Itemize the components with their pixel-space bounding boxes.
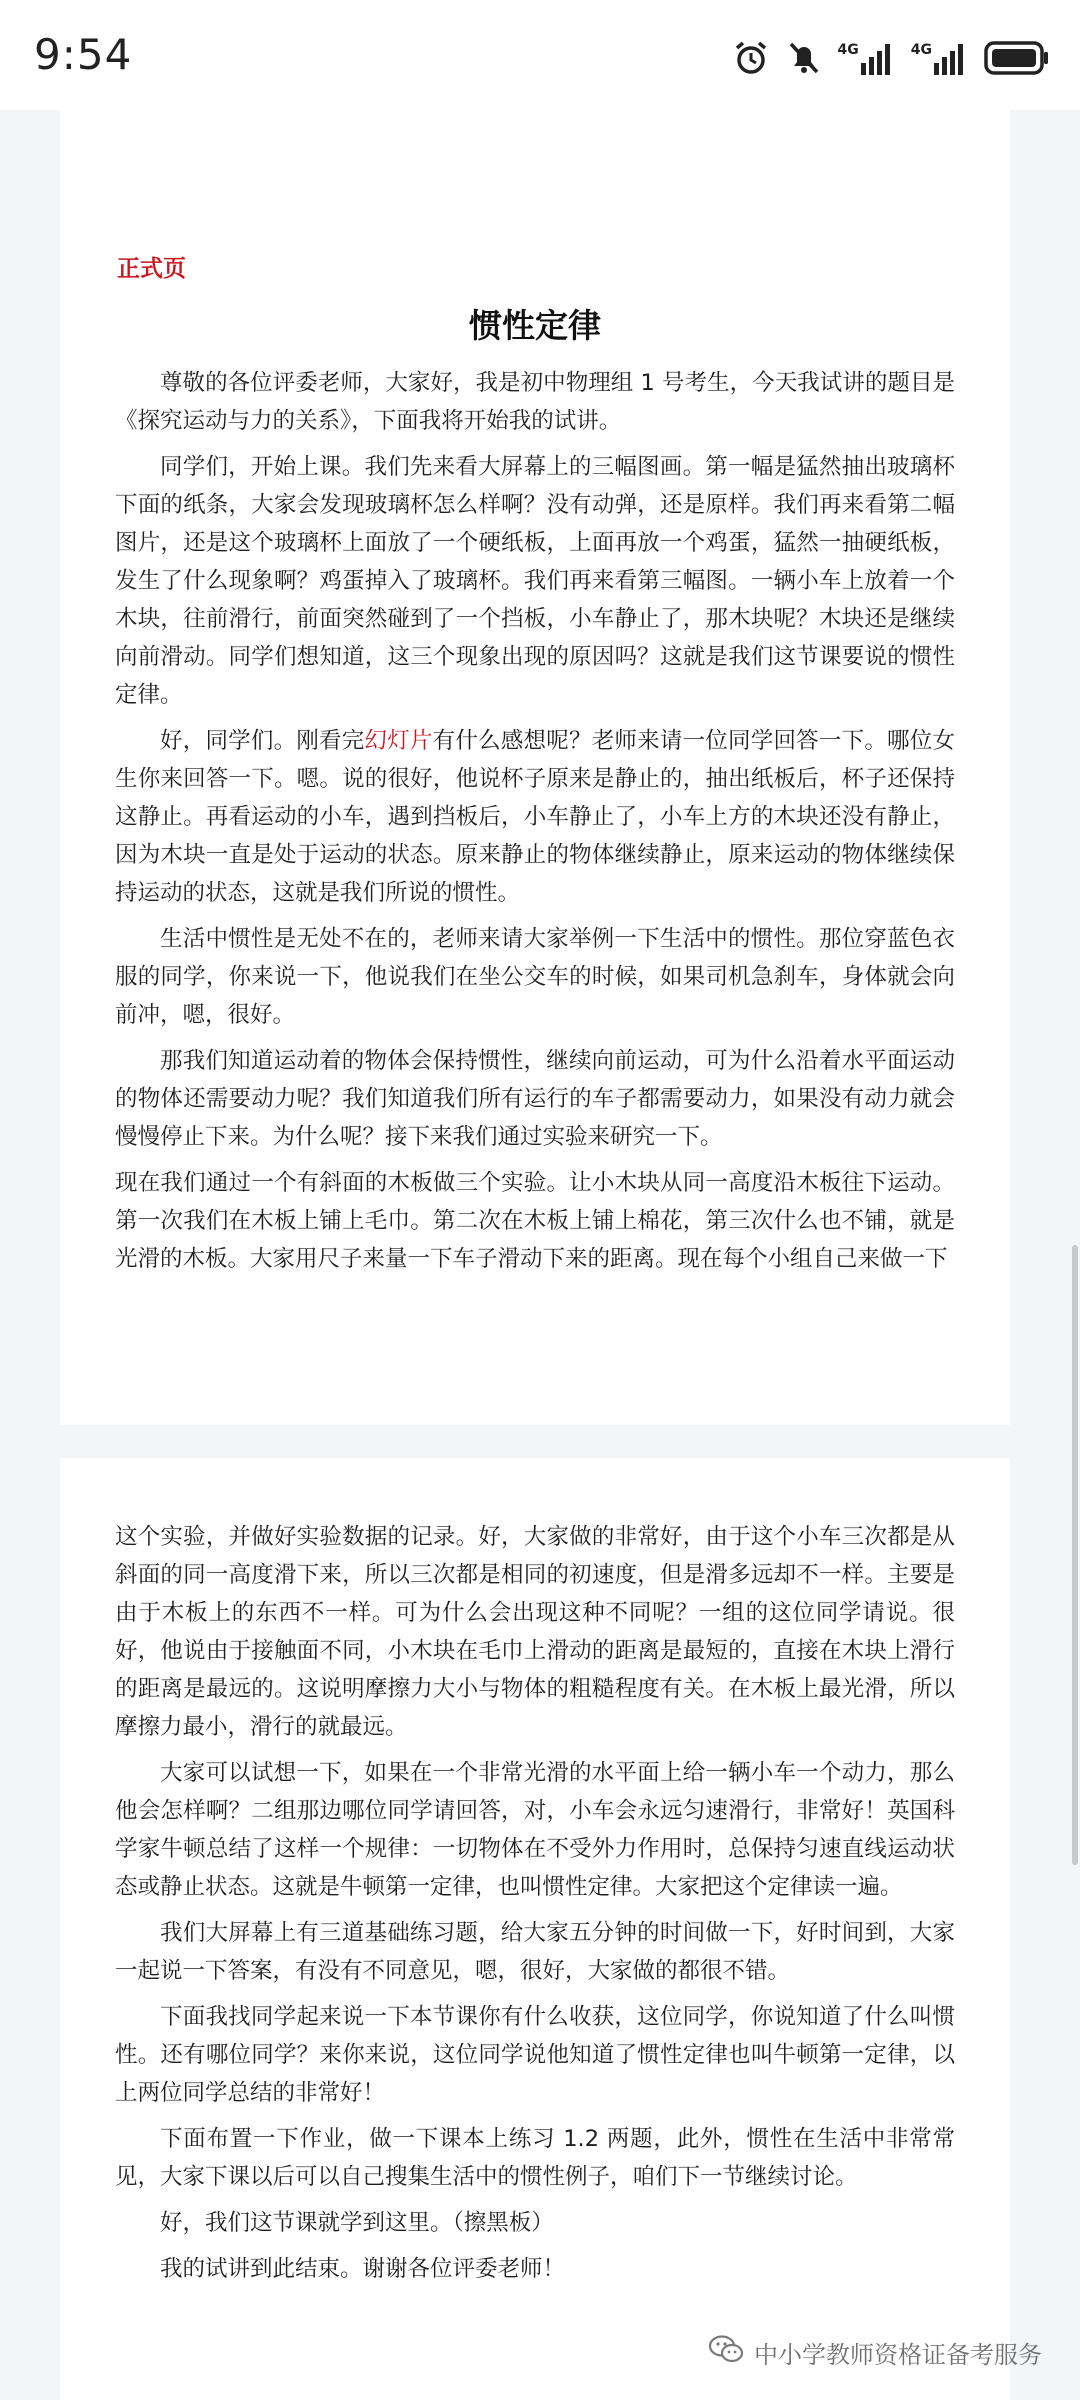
document-page-1 (60, 110, 1010, 1425)
network-type-1: 4G (837, 42, 859, 58)
paragraph-experiment: 现在我们通过一个有斜面的木板做三个实验。让小木块从同一高度沿木板往下运动。第一次我们在木板上铺上毛巾。第二次在木板上铺上棉花，第三次什么也不铺，就是光滑的木板。大家用尺子来量一下车子滑动下来的距离。现在每个小组自己来做一下 (115, 1170, 955, 1272)
watermark (708, 2330, 1042, 2374)
paragraph-daily-life: 生活中惯性是无处不在的，老师来请大家举例一下生活中的惯性。那位穿蓝色衣服的同学，你来说一下，他说我们在坐公交车的时候，如果司机急刹车，身体就会向前冲，嗯，很好。 (115, 926, 955, 1028)
battery-icon (984, 40, 1050, 76)
paragraph-intro: 尊敬的各位评委老师，大家好，我是初中物理组 1 号考生，今天我试讲的题目是《探究运动与力的关系》，下面我将开始我的试讲。 (115, 370, 955, 434)
paragraph-question: 那我们知道运动着的物体会保持惯性，继续向前运动，可为什么沿着水平面运动的物体还需要动力呢？我们知道我们所有运行的车子都需要动力，如果没有动力就会慢慢停止下来。为什么呢？接下来我们通过实验来研究一下。 (115, 1048, 955, 1150)
alarm-icon (732, 39, 770, 77)
paragraph-discussion-part-1: 好，同学们。刚看完 (160, 728, 365, 754)
paragraph-discussion-part-2: 有什么感想呢？老师来请一位同学回答一下。哪位女生你来回答一下。嗯。说的很好，他说杯子原来是静止的，抽出纸板后，杯子还保持这静止。再看运动的小车，遇到挡板后，小车静止了，小车上方的木块还没有静止，因为木块一直是处于运动的状态。原来静止的物体继续静止，原来运动的物体继续保持运动的状态，这就是我们所说的惯性。 (115, 728, 955, 906)
paragraph-end: 我的试讲到此结束。谢谢各位评委老师！ (160, 2256, 566, 2282)
paragraph-summary: 下面我找同学起来说一下本节课你有什么收获，这位同学，你说知道了什么叫惯性。还有哪位同学？来你来说，这位同学说他知道了惯性定律也叫牛顿第一定律，以上两位同学总结的非常好！ (115, 2004, 955, 2106)
status-icons (732, 36, 1050, 80)
paragraph-experiment-result: 这个实验，并做好实验数据的记录。好，大家做的非常好，由于这个小车三次都是从斜面的同一高度滑下来，所以三次都是相同的初速度，但是滑多远却不一样。主要是由于木板上的东西不一样。可为什么会出现这种不同呢？一组的这位同学请说。很好，他说由于接触面不同，小木块在毛巾上滑动的距离是最短的，直接在木块上滑行的距离是最远的。这说明摩擦力大小与物体的粗糙程度有关。在木板上最光滑，所以摩擦力最小，滑行的就最远。 (115, 1524, 955, 1740)
document-page-2 (60, 1458, 1010, 2400)
status-bar (0, 0, 1080, 110)
scrollbar[interactable] (1072, 1245, 1078, 1865)
wechat-icon (708, 2334, 744, 2370)
signal-icon-2 (911, 41, 968, 75)
document-body-2 (115, 1518, 955, 2296)
document-title: 惯性定律 (469, 306, 601, 345)
paragraph-newton-law: 大家可以试想一下，如果在一个非常光滑的水平面上给一辆小车一个动力，那么他会怎样啊？二组那边哪位同学请回答，对，小车会永远匀速滑行，非常好！英国科学家牛顿总结了这样一个规律：一切物体在不受外力作用时，总保持匀速直线运动状态或静止状态。这就是牛顿第一定律，也叫惯性定律。大家把这个定律读一遍。 (115, 1760, 955, 1900)
paragraph-closing: 好，我们这节课就学到这里。（擦黑板） (160, 2210, 554, 2236)
slideshow-highlight: 幻灯片 (364, 728, 433, 754)
paragraph-lead-in: 同学们，开始上课。我们先来看大屏幕上的三幅图画。第一幅是猛然抽出玻璃杯下面的纸条，大家会发现玻璃杯怎么样啊？没有动弹，还是原样。我们再来看第二幅图片，还是这个玻璃杯上面放了一个硬纸板，上面再放一个鸡蛋，猛然一抽硬纸板，发生了什么现象啊？鸡蛋掉入了玻璃杯。我们再来看第三幅图。一辆小车上放着一个木块，往前滑行，前面突然碰到了一个挡板，小车静止了，那木块呢？木块还是继续向前滑动。同学们想知道，这三个现象出现的原因吗？这就是我们这节课要说的惯性定律。 (115, 454, 955, 708)
paragraph-exercises: 我们大屏幕上有三道基础练习题，给大家五分钟的时间做一下，好时间到，大家一起说一下答案，有没有不同意见，嗯，很好，大家做的都很不错。 (115, 1920, 955, 1984)
status-time: 9:54 (34, 30, 133, 79)
official-page-badge: 正式页 (117, 256, 186, 282)
document-body-1 (115, 364, 955, 1286)
network-type-2: 4G (910, 42, 932, 58)
signal-icon-1 (838, 41, 895, 75)
paragraph-homework: 下面布置一下作业，做一下课本上练习 1.2 两题，此外，惯性在生活中非常常见，大家下课以后可以自己搜集生活中的惯性例子，咱们下一节继续讨论。 (115, 2126, 955, 2190)
watermark-text: 中小学教师资格证备考服务 (754, 2340, 1042, 2369)
bell-muted-icon (786, 39, 822, 77)
paragraph-discussion (115, 722, 955, 912)
